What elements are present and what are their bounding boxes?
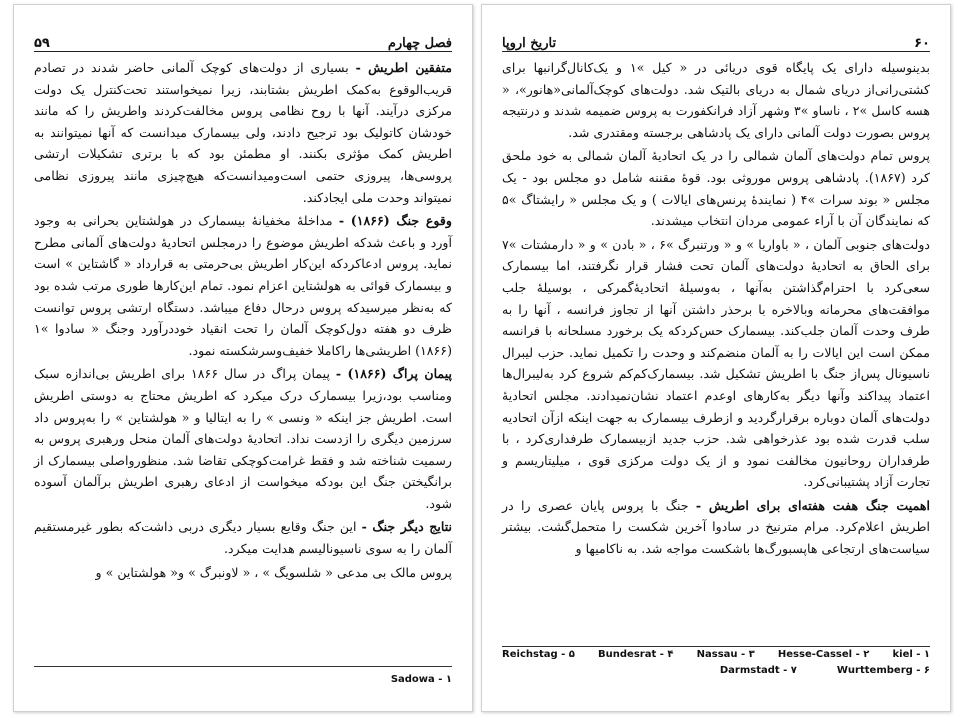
paragraph-text: جنگ با پروس پایان عصری را در اطریش اعلام‌کرد. مرام مترنیخ در سادوا آخرین شکست را متحمل‌گشت. بیشتر سیاست‌های ارتجاعی هاپسبورگ‌ها باشکست مواجه شد. به ناکامیها و [502, 497, 930, 557]
paragraph-text: بسیاری از دولت‌های کوچک آلمانی حاضر شدند در تصادم قریب‌الوقوع به‌کمک اطریش بشتابند، زیرا نمیخواستند تحت‌کنترل یک دولت مرکزی درآیند. آنها با روح نظامی پروس مخالفت‌کردند واطریش را که مانند خودشان کاتولیک بود ترجیح دادند، ولی بیسمارک میدانست که آنها نمیتوانند به اطریش کمک مؤثری بکنند. او مطمئن بود که با برتری تشکیلات ارتشی پروسی‌ها، پیروزی حتمی است‌ومیدانست‌که هیچ‌چیزی مانند پیروزی نظامی نمیتواند وحدت ملی ایجاد‌کند. [34, 60, 452, 205]
footnote: Nassau - ۳ [696, 649, 755, 660]
right-page [481, 4, 951, 712]
body-text [502, 57, 930, 562]
footnote: Bundesrat - ۴ [598, 649, 674, 660]
footnote: Hesse-Cassel - ۲ [777, 649, 870, 660]
left-page [13, 4, 473, 712]
paragraph [34, 210, 452, 361]
paragraph-text: پروس تمام دولت‌های آلمان شمالی را در یک اتحادیهٔ آلمان شمالی به خود ملحق کرد (۱۸۶۷). پادشاهی پروس موروثی بود. قوهٔ مقننه شامل دو مجلس بود - یک مجلس « بوند سرات »۴ ( نمایندهٔ پرنس‌های ایالات ) و یک مجلس « رایشتاگ »۵ که نمایندگان آن با آراء عمومی مردان انتخاب میشدند. [502, 148, 931, 229]
paragraph [34, 363, 452, 514]
paragraph-heading: متفقین اطریش - [355, 60, 453, 75]
footnote: Reichstag - ۵ [502, 649, 575, 660]
page-header [34, 25, 452, 52]
paragraph-heading: وقوع جنگ (۱۸۶۶) - [338, 213, 452, 229]
page-number: ۵۹ [34, 36, 50, 51]
footnote: kiel - ۱ [892, 649, 930, 660]
footnote-rule [502, 646, 930, 647]
paragraph-heading: نتایج دیگر جنگ - [361, 519, 453, 535]
running-title: تاریخ اروپا [502, 36, 557, 51]
footnote: Sadowa - ۱ [390, 674, 452, 685]
page-header [502, 25, 930, 52]
paragraph [502, 495, 930, 560]
paragraph [34, 57, 452, 208]
paragraph-text: دولت‌های جنوبی آلمان ، « باواریا » و « ورتنبرگ »۶ ، « بادن » و « دارمشتات »۷ برای الحاق به اتحادیهٔ دولت‌های آلمان تحت فشار قرار نگرفتند، اما بیسمارک سعی‌کرد با احترام‌گذاشتن به‌آنها ، به‌وسیلهٔ اتحادیهٔ‌گمرکی ، بوسیلهٔ جلب موافقت‌های محرمانه وبالاخره با برحذر داشتن آنها از تجاوز فرانسه ، آنها را به طرف وحدت آلمان جلب‌کند. بیسمارک حس‌کرد‌که یک برخورد مسلحانه با فرانسه ممکن است این ایالات را به آلمان منضم‌کند و وحدت را تکمیل نماید. حزب لیبرال ناسیونال پس‌از جنگ با اطریش تشکیل شد. بیسمارک‌کم‌کم شروع کرد به‌لیبرال‌ها اعتماد پیدا‌کند و‌آنها دیگر به‌کارهای او‌عدم اعتماد نشان‌نمیدادند. مجلس اتحادیهٔ دولت‌های آلمان دوباره برقرار‌گردید و ازطرف بیسمارک به جهت اینکه ازآن اتحادیه سلب قدرت شده بود عذرخواهی شد. حزب جدید ازبیسمارک طرفداری‌کرد ، با طرفداران روحانیون مخالفت نمود و از یک دولت مرکزی قوی ، میلیتاریسم و تجارت آزاد پشتیبانی‌کرد. [502, 236, 931, 490]
footnotes [502, 649, 930, 681]
page-number: ۶۰ [914, 36, 930, 51]
paragraph-text: بدینوسیله دارای یک پایگاه قوی دریائی در « کیل »۱ و یک‌کانال‌گرانبها برای کشتی‌رانی‌از دریای شمال به دریای بالتیک شد. دولت‌های کوچک‌آلمانی‌«هانور»، « هسه کاسل »۲ ، ناساو »۳ وشهر آزاد فرانکفورت به پروس ضمیمه شدند و درنتیجه پروس بصورت دولت آلمانی دارای یک پادشاهی برجسته ومقتدری شد. [502, 60, 930, 140]
footnote: Darmstadt - ۷ [719, 665, 797, 676]
paragraph-text: مداخلهٔ مخفیانهٔ بیسمارک در هولشتاین بحرانی به وجود آورد و باعث شد‌که اطریش موضوع را درمجلس اتحادیهٔ دولت‌های آلمانی مطرح نماید. پروس ادعا‌کرد‌که این‌کار اطریش بی‌حرمتی به قرارداد « گاشتاین » است و بیسمارک قوائی به هولشتاین اعزام نمود. تمام این‌کارها طوری مرتب شده بود که به‌نظر میرسید‌که پروس درحال دفاع میباشد. دستگاه ارتشی پروس توانست ظرف دو هفته دول‌کوچک آلمان را تحت انقیاد خوددرآورد وجنگ « سادوا »۱ (۱۸۶۶) اطریشی‌ها را‌کاملا خفیف‌وسرشکسته نمود. [34, 213, 452, 358]
paragraph-heading: پیمان پراگ (۱۸۶۶) - [335, 366, 452, 382]
paragraph-text: پیمان پراگ در سال ۱۸۶۶ برای اطریش بی‌اندازه سبک ومناسب بود،زیرا بیسمارک درک میکرد که اطریش محتاج به دوستی اطریش است. اطریش جز اینکه « ونسی » را به ایتالیا و « هولشتاین » را به‌پروس داد سرزمین دیگری را ازدست نداد. اتحادیهٔ دولت‌های آلمان منحل ورهبری پروس به رسمیت شناخته شد و فقط غرامت‌کوچکی تقاضا شد. منظورواصلی بیسمارک از برانگیختن جنگ این بود‌که میخواست از ادعای رهبری اطریش برآلمان آسوده شود. [34, 366, 452, 511]
footnote-row [502, 649, 930, 665]
footnote-rule [34, 666, 452, 667]
paragraph [502, 145, 930, 231]
paragraph [502, 57, 930, 143]
paragraph-text: پروس مالک بی مدعی « شلسویگ » ، « لاونبرگ » و« هولشتاین » و [95, 564, 452, 580]
paragraph-text: این جنگ وقایع بسیار دیگری دربی داشت‌که بطور غیرمستقیم آلمان را به سوی ناسیونالیسم هدایت میکرد. [34, 519, 452, 557]
paragraph [34, 562, 452, 584]
paragraph-heading: اهمیت جنگ هفت هفته‌ای برای اطریش - [695, 497, 930, 513]
paragraph [502, 234, 930, 493]
footnote: Wurttemberg - ۶ [836, 665, 930, 676]
running-title: فصل چهارم [387, 36, 452, 51]
footnote-row [502, 665, 930, 681]
body-text [34, 57, 452, 585]
paragraph [34, 516, 452, 559]
